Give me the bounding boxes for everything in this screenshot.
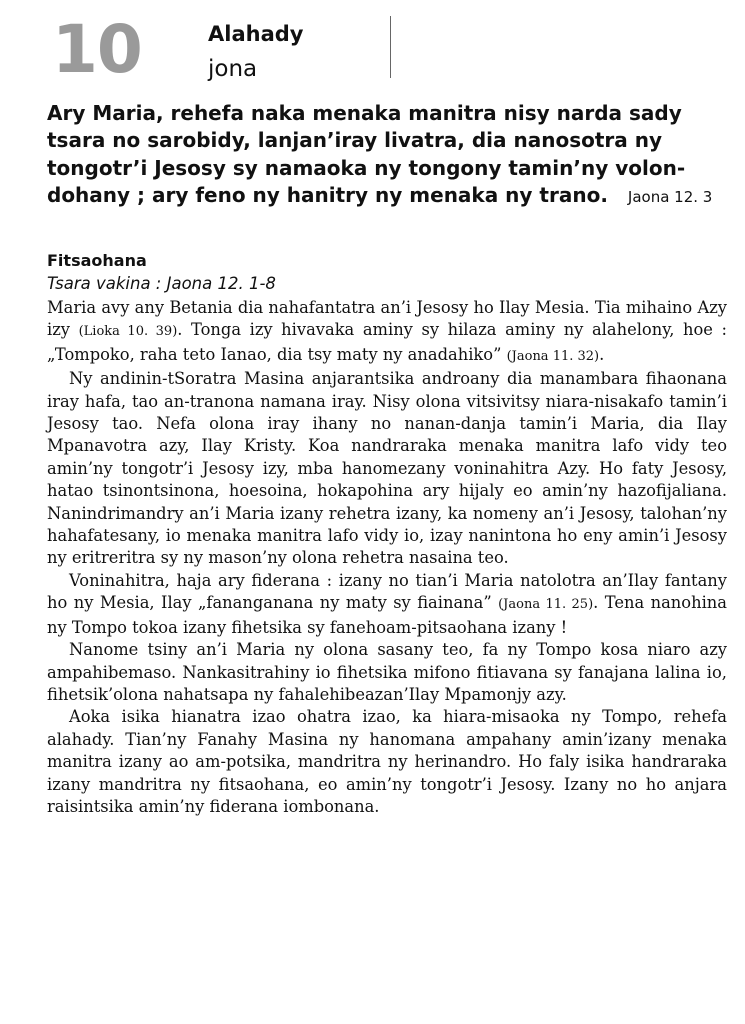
header-divider [390,16,391,78]
paragraph-3 [47,570,727,639]
weekday-label: Alahady [208,22,304,46]
paragraph-4: Nanome tsiny an’i Maria ny olona sasany teo, fa ny Tompo kosa niaro azy ampahibemaso. Nankasitrahiny io fihetsika mifono fitiavana sy fanajana lalina io, fihetsik’olona nahatsapa ny fahalehibeazan’Ilay Mpamonjy azy. [47,640,727,704]
key-verse-text: Ary Maria, rehefa naka menaka manitra nisy narda sady tsara no sarobidy, lanjan’iray livatra, dia nanosotra ny tongotr’i Jesosy sy namaoka ny tongony tamin’ny volon-dohany ; ary feno ny hanitry ny menaka ny trano. [47,101,686,208]
devotional-body [47,297,727,818]
scripture-ref: (Jaona 11. 32) [506,348,600,364]
month-label: jona [208,56,258,82]
key-verse [47,100,727,212]
paragraph-3-text-a: Voninahitra, haja ary fiderana : izany no tian’i Maria natolotra an’Ilay fantany ho ny Mesia, Ilay „fananganana ny maty sy fiainana” [47,570,727,613]
paragraph-5: Aoka isika hianatra izao ohatra izao, ka hiara-misaoka ny Tompo, rehefa alahady. Tian’ny Fanahy Masina ny hanomana ampahany amin’izany menaka manitra izany ao am-potsika, mandritra ny herinandro. Ho faly isika handraraka izany mandritra ny fitsaohana, eo amin’ny tongotr’i Jesosy. Izany no ho anjara raisintsika amin’ny fiderana iombonana. [47,707,727,816]
paragraph-1-text-b: . Tonga izy hivavaka aminy sy hilaza aminy ny alahelony, hoe : „Tompoko, raha teto Ianao, dia tsy maty ny anadahiko” [47,320,727,364]
paragraph-1 [47,297,727,368]
day-number: 10 [52,11,142,88]
paragraph-3-text-b: . Tena nanohina ny Tompo tokoa izany fihetsika sy fanehoam-pitsaohana izany ! [47,593,727,637]
scripture-ref: (Lioka 10. 39) [78,324,178,340]
paragraph-1-text-c: . [599,344,605,364]
scripture-ref: (Jaona 11. 25) [498,597,594,613]
paragraph-1-text-a: Maria avy any Betania dia nahafantatra an’i Jesosy ho Ilay Mesia. Tia mihaino Azy izy [47,298,727,340]
key-verse-reference: Jaona 12. 3 [627,188,713,207]
reading-reference: Tsara vakina : Jaona 12. 1-8 [47,274,276,293]
paragraph-2: Ny andinin-tSoratra Masina anjarantsika androany dia manambara fihaonana iray hafa, tao an-tranona namana iray. Nisy olona vitsivitsy niara-nisakafo tamin’i Jesosy tao. Nefa olona iray ihany no nanan-danja tamin’i Maria, dia Ilay Mpanavotra azy, Ilay Kristy. Koa nandraraka menaka manitra lafo vidy teo amin’ny tongotr’i Jesosy izy, mba hanomezany voninahitra Azy. Ho faty Jesosy, hatao tsinontsinona, hoesoina, hokapohina ary hijaly eo amin’ny hazofijaliana. Nanindrimandry an’i Maria izany rehetra izany, ka nomeny an’i Jesosy, talohan’ny hahafatesany, io menaka manitra lafo vidy io, izay nanintona ho eny amin’i Jesosy ny eritreritra sy ny mason’ny olona rehetra nasaina teo. [47,369,727,568]
section-title: Fitsaohana [47,251,147,270]
